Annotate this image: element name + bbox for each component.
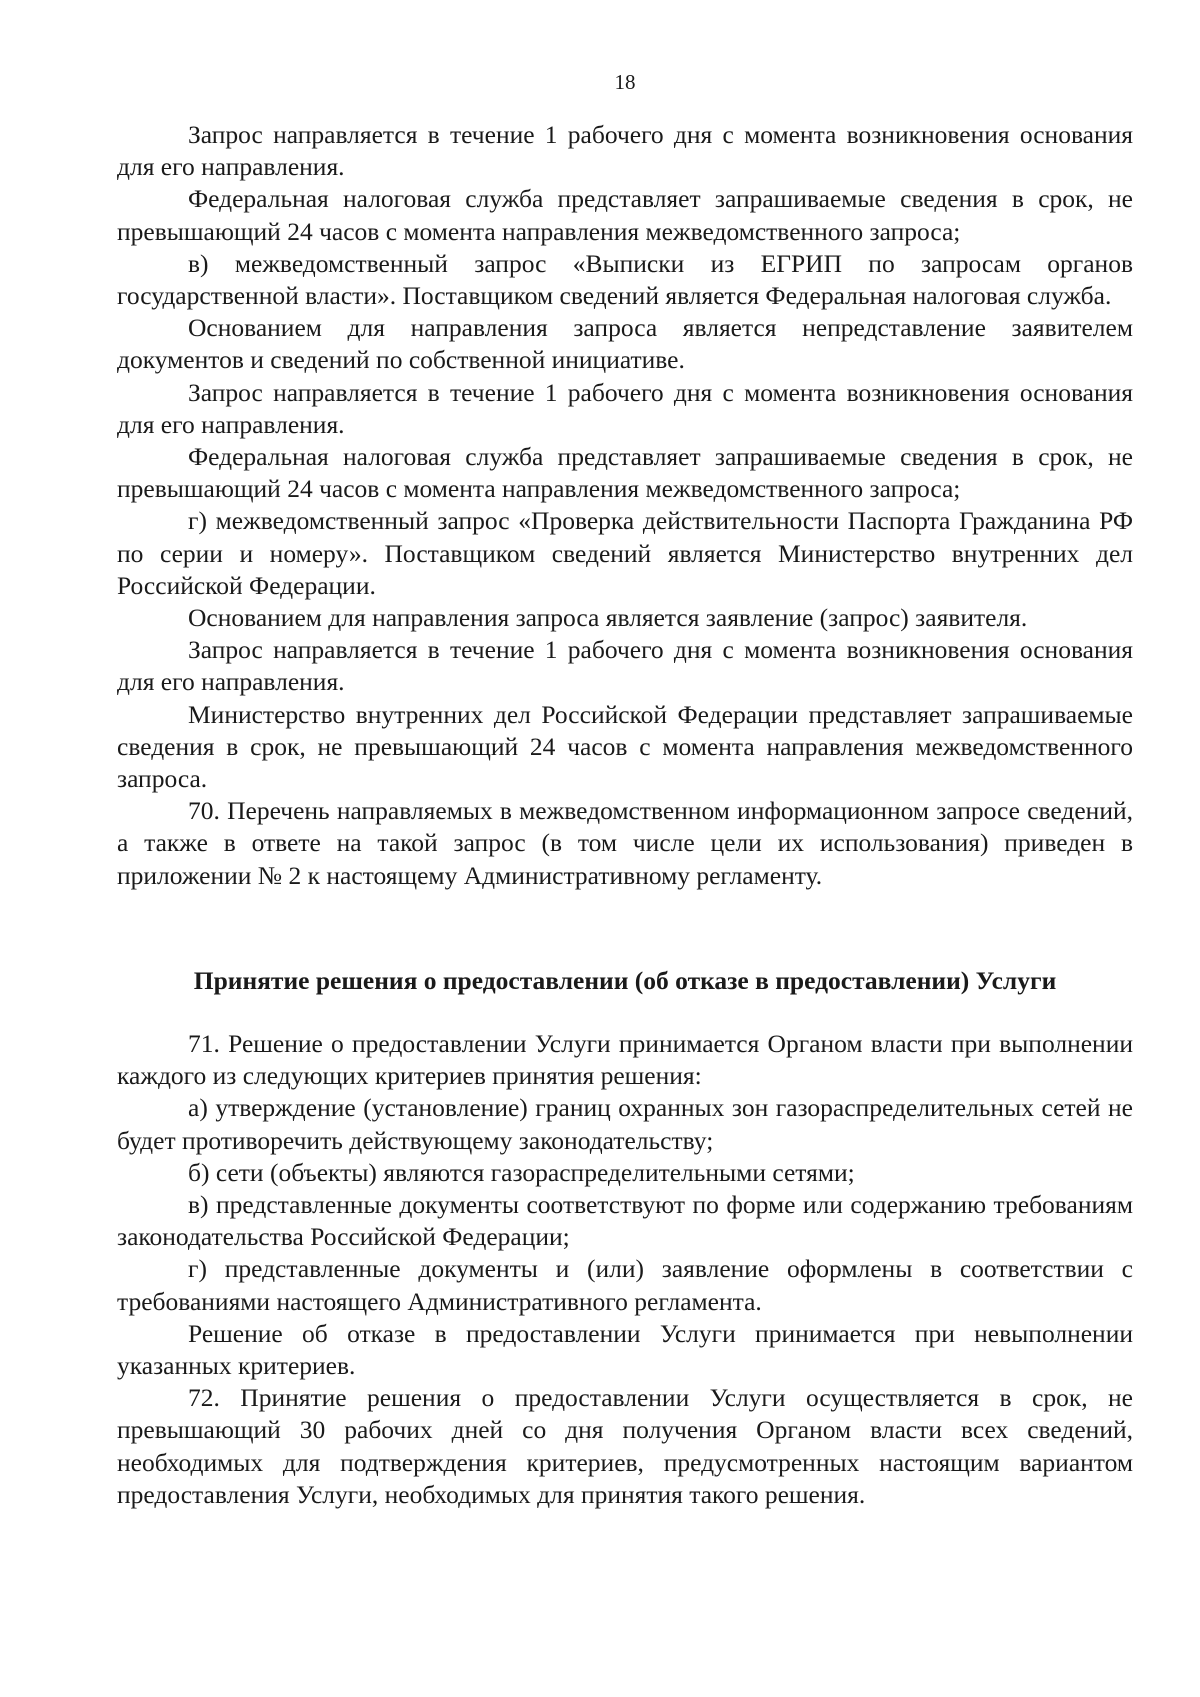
paragraph: б) сети (объекты) являются газораспределительными сетями;: [188, 1157, 855, 1187]
body-bottom: [117, 1028, 1133, 1511]
paragraph: Решение об отказе в предоставлении Услуги принимается при невыполнении указанных критериев.: [117, 1318, 1133, 1381]
paragraph: в) межведомственный запрос «Выписки из ЕГРИП по запросам органов государственной власти». Поставщиком сведений является Федеральная налоговая служба.: [117, 248, 1133, 311]
paragraph: 71. Решение о предоставлении Услуги принимается Органом власти при выполнении каждого из следующих критериев принятия решения:: [117, 1029, 1133, 1091]
paragraph: Запрос направляется в течение 1 рабочего дня с момента возникновения основания для его направления.: [117, 377, 1133, 439]
paragraph: Основанием для направления запроса является заявление (запрос) заявителя.: [188, 603, 1028, 633]
paragraph: 72. Принятие решения о предоставлении Услуги осуществляется в срок, не превышающий 30 рабочих дней со дня получения Органом власти всех сведений, необходимых для подтверждения критериев, предусмотренных настоящим вариантом предоставления Услуги, необходимых для принятия такого решения.: [117, 1383, 1133, 1509]
paragraph: Запрос направляется в течение 1 рабочего дня с момента возникновения основания для его направления.: [117, 120, 1133, 182]
body-top: [117, 119, 1133, 892]
paragraph: 70. Перечень направляемых в межведомственном информационном запросе сведений, а также в ответе на такой запрос (в том числе цели их использования) приведен в приложении № 2 к настоящему Административному регламенту.: [117, 796, 1133, 890]
paragraph: в) представленные документы соответствуют по форме или содержанию требованиям законодательства Российской Федерации;: [117, 1190, 1133, 1252]
page-number: 18: [614, 70, 636, 94]
paragraph: Запрос направляется в течение 1 рабочего дня с момента возникновения основания для его направления.: [117, 635, 1133, 697]
paragraph: Федеральная налоговая служба представляет запрашиваемые сведения в срок, не превышающий 24 часов с момента направления межведомственного запроса;: [117, 184, 1133, 246]
paragraph: г) представленные документы и (или) заявление оформлены в соответствии с требованиями настоящего Административного регламента.: [117, 1254, 1133, 1316]
section-heading: Принятие решения о предоставлении (об отказе в предоставлении) Услуги: [193, 966, 1057, 995]
paragraph: Основанием для направления запроса является непредставление заявителем документов и сведений по собственной инициативе.: [117, 313, 1133, 375]
paragraph: г) межведомственный запрос «Проверка действительности Паспорта Гражданина РФ по серии и номеру». Поставщиком сведений является Министерство внутренних дел Российской Федерации.: [117, 506, 1133, 600]
paragraph: Федеральная налоговая служба представляет запрашиваемые сведения в срок, не превышающий 24 часов с момента направления межведомственного запроса;: [117, 442, 1133, 504]
paragraph: а) утверждение (установление) границ охранных зон газораспределительных сетей не будет противоречить действующему законодательству;: [117, 1093, 1133, 1155]
paragraph: Министерство внутренних дел Российской Федерации представляет запрашиваемые сведения в срок, не превышающий 24 часов с момента направления межведомственного запроса.: [117, 699, 1133, 794]
